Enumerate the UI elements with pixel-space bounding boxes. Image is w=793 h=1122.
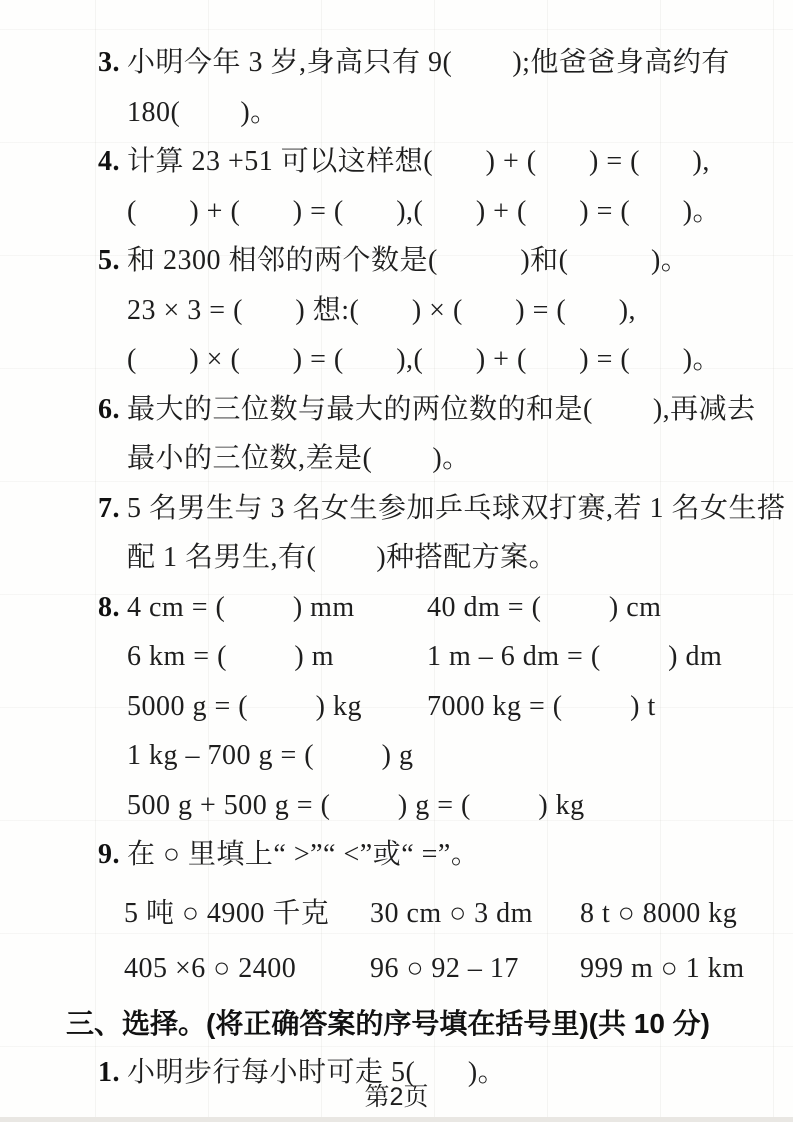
question-6-line-1: [0, 385, 793, 435]
item-number: 1.: [98, 1057, 120, 1088]
question-8-row-1: [0, 583, 793, 633]
unit-conversion-cell: 40 dm = ( ) cm: [427, 591, 662, 623]
question-5-line-2: 23 × 3 = ( ) 想:( ) × ( ) = ( ),: [127, 294, 637, 326]
question-8-row-3: [0, 682, 793, 732]
comparison-cell: 96 ○ 92 – 17: [370, 953, 519, 984]
question-4-text: 计算 23 +51 可以这样想( ) + ( ) = ( ),: [127, 146, 710, 177]
question-7-line-1: [0, 484, 793, 534]
question-9-text: 在 ○ 里填上“ >”“ <”或“ =”。: [127, 839, 480, 870]
unit-conversion-cell: 5000 g = ( ) kg: [127, 690, 362, 722]
unit-conversion-cell: 1 m – 6 dm = ( ) dm: [427, 641, 723, 672]
question-8-row-5: 500 g + 500 g = ( ) g = ( ) kg: [127, 789, 585, 821]
comparison-cell: 999 m ○ 1 km: [580, 953, 745, 984]
comparison-cell: 405 ×6 ○ 2400: [124, 953, 297, 984]
section-3-question-1-text: 小明步行每小时可走 5( )。: [127, 1057, 507, 1088]
question-8-row-2: [0, 632, 793, 682]
question-7-text: 5 名男生与 3 名女生参加乒乓球双打赛,若 1 名女生搭: [127, 492, 786, 524]
item-number: 4.: [98, 146, 120, 177]
question-5-line-3: ( ) × ( ) = ( ),( ) + ( ) = ( )。: [127, 344, 722, 375]
question-9-row-2: [0, 944, 793, 994]
comparison-cell: 30 cm ○ 3 dm: [370, 897, 533, 929]
page-number-footer: 第2页: [364, 1083, 429, 1111]
question-9-row-1: [0, 889, 793, 939]
question-3-line-2: 180( )。: [127, 96, 279, 128]
question-5-line-1: [0, 236, 793, 286]
comparison-cell: 8 t ○ 8000 kg: [580, 897, 738, 929]
unit-conversion-cell: 4 cm = ( ) mm: [127, 591, 355, 623]
unit-conversion-cell: 6 km = ( ) m: [127, 641, 334, 672]
question-4-line-2: ( ) + ( ) = ( ),( ) + ( ) = ( )。: [127, 195, 722, 227]
question-6-text: 最大的三位数与最大的两位数的和是( ),再减去: [127, 393, 756, 425]
question-5-text: 和 2300 相邻的两个数是( )和( )。: [127, 245, 690, 276]
comparison-cell: 5 吨 ○ 4900 千克: [124, 897, 330, 929]
item-number: 3.: [98, 47, 120, 78]
item-number: 8.: [98, 591, 120, 623]
section-3-heading: 三、选择。(将正确答案的序号填在括号里)(共 10 分): [66, 1007, 711, 1039]
item-number: 6.: [98, 393, 120, 425]
item-number: 7.: [98, 492, 120, 524]
question-8-row-4: 1 kg – 700 g = ( ) g: [127, 740, 414, 771]
unit-conversion-cell: 7000 kg = ( ) t: [427, 690, 656, 722]
question-6-line-2: 最小的三位数,差是( )。: [127, 443, 471, 474]
question-3-line-1: [0, 38, 793, 88]
item-number: 5.: [98, 245, 120, 276]
question-4-line-1: [0, 137, 793, 187]
question-9-heading: [0, 830, 793, 880]
question-3-text: 小明今年 3 岁,身高只有 9( );他爸爸身高约有: [127, 47, 730, 78]
item-number: 9.: [98, 839, 120, 870]
question-7-line-2: 配 1 名男生,有( )种搭配方案。: [127, 542, 558, 573]
